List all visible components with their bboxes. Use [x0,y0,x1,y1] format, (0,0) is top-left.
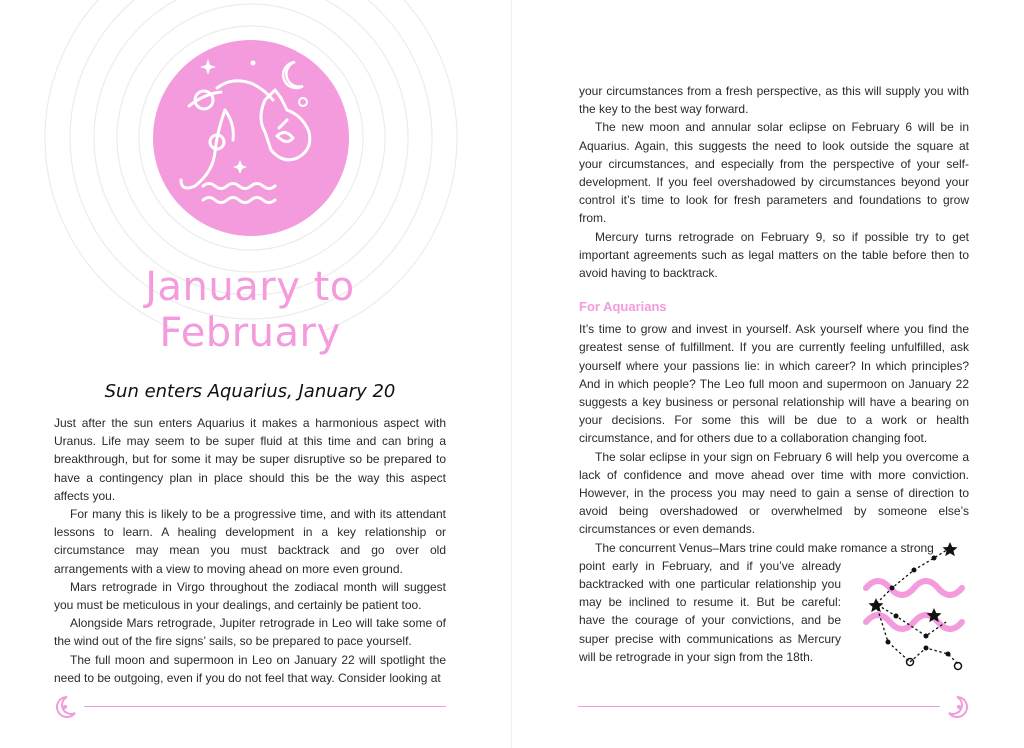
paragraph: It’s time to grow and invest in yourself. Ask yourself where you find the greatest sense of fulfillment. If you are currently feeling unfulfilled, ask yourself where your passions lie: in which career? In which principles? And in which people? The Leo full moon and supermoon on January 22 suggests a key business or personal relationship will have a bearing on your decisions. For some this will be due to a work or health circumstance, and for others due to a collaboration changing foot. [579,322,969,446]
paragraph: The solar eclipse in your sign on February 6 will help you overcome a lack of confidence and move ahead over time with more conviction. However, in the process you may need to gain a sense of direction to avoid being overshadowed or overwhelmed by someone else’s circumstances or even demands. [579,449,969,537]
left-body-text [54,414,446,687]
aquarius-water-bearer-icon [153,40,349,236]
paragraph: Alongside Mars retrograde, Jupiter retrograde in Leo will take some of the wind out of the fire signs’ sails, so be prepared to pace yourself. [54,616,446,649]
paragraph: Mercury turns retrograde on February 9, so if possible try to get important agreements such as legal matters on the table before then to avoid having to backtrack. [579,229,969,281]
paragraph: The full moon and supermoon in Leo on January 22 will spotlight the need to be outgoing, even if you do not feel that way. Consider looking at [54,652,446,685]
aquarius-constellation-icon [858,538,974,688]
footer-rule [84,706,446,707]
crescent-moon-icon [946,694,972,720]
chapter-title-line-2: February [159,310,341,356]
paragraph: The concurrent Venus–Mars trine could make romance a strong [595,540,934,555]
paragraph: Just after the sun enters Aquarius it makes a harmonious aspect with Uranus. Life may seem to be super fluid at this time and can bring a breakthrough, but for some it may be super disruptive so be prepared to have a contingency plan in place should this be the way this aspect affects you. [54,416,446,503]
paragraph: The new moon and annular solar eclipse on February 6 will be in Aquarius. Again, this suggests the need to look outside the square at your circumstances, and especially from the perspective of your self-development. If you feel overshadowed by circumstances beyond your control it’s time to look for fresh parameters and foundations to grow from. [579,120,969,226]
paragraph: Mars retrograde in Virgo throughout the zodiacal month will suggest you must be meticulous in your dealings, and certainly be patient too. [54,579,446,613]
right-page [512,0,1024,748]
section-heading: Sun enters Aquarius, January 20 [104,381,396,402]
paragraph: For many this is likely to be a progressive time, and with its attendant lessons to learn. A healing development in a key relationship or circumstance may mean you must backtrack and go over old arrangements with a view to moving ahead on more even ground. [54,507,446,576]
paragraph: your circumstances from a fresh perspective, as this will supply you with the key to the best way forward. [579,84,969,117]
paragraph-wrapped: point early in February, and if you’ve already backtracked with one particular relationship you may be inclined to resume it. But be careful: have the courage of your convictions, and be super precise with communications as Mercury will be retrograde in your sign from the 18th. [579,558,841,664]
chapter-title [60,264,440,356]
footer-rule [578,706,940,707]
chapter-title-line-1: January to [145,264,355,310]
section-subheading: For Aquarians [579,299,667,315]
crescent-moon-icon [52,694,78,720]
